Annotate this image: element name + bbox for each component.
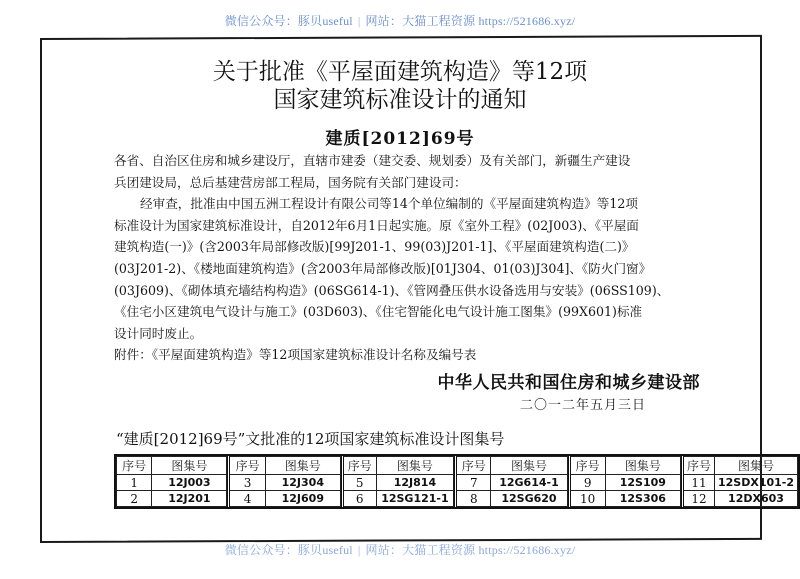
header-num: 序号 xyxy=(682,457,714,475)
cell-code: 12S109 xyxy=(605,475,680,491)
cell-code: 12DX603 xyxy=(714,491,797,507)
header-code: 图集号 xyxy=(376,457,454,475)
header-num: 序号 xyxy=(117,457,152,475)
table-row xyxy=(682,475,797,491)
cell-code: 12SG620 xyxy=(491,491,567,507)
body-line: 兵团建设局，总后基建营房部工程局，国务院有关部门建设司： xyxy=(114,174,467,190)
body-line: 建筑构造(一)》(含2003年局部修改版)[99J201-1、99(03)J201-1]、《平屋面建筑构造(二)》 xyxy=(114,239,635,255)
cell-code: 12J201 xyxy=(152,491,227,507)
cell-code: 12SG121-1 xyxy=(376,491,454,507)
cell-num: 7 xyxy=(456,475,491,491)
cell-num: 6 xyxy=(342,491,376,507)
table-group-5 xyxy=(568,456,681,507)
header-num: 序号 xyxy=(456,457,491,475)
watermark-separator: | xyxy=(357,14,361,28)
watermark-wechat: 微信公众号：豚贝useful xyxy=(224,14,353,28)
cell-num: 5 xyxy=(342,475,376,491)
issuing-authority: 中华人民共和国住房和城乡建设部 xyxy=(437,373,700,393)
table-caption: “建质[2012]69号”文批准的12项国家建筑标准设计图集号 xyxy=(116,430,505,448)
table-row xyxy=(117,491,227,507)
document-body xyxy=(114,150,734,366)
table-group-4 xyxy=(454,456,567,507)
table-group-3 xyxy=(341,456,454,507)
attachment-line: 附件：《平屋面建筑构造》等12项国家建筑标准设计名称及编号表 xyxy=(114,347,477,363)
header-code: 图集号 xyxy=(605,457,680,475)
header-num: 序号 xyxy=(569,457,605,475)
atlas-number-table xyxy=(114,454,800,509)
document-title-line1: 关于批准《平屋面建筑构造》等12项 xyxy=(212,59,588,85)
body-line: (03J609)、《砌体填充墙结构构造》(06SG614-1)、《管网叠压供水设备选用与安装》(06SS109)、 xyxy=(114,282,670,298)
header-code: 图集号 xyxy=(491,457,567,475)
table-row xyxy=(682,491,797,507)
table-row xyxy=(117,475,227,491)
body-line: 设计同时废止。 xyxy=(114,325,203,341)
header-code: 图集号 xyxy=(265,457,340,475)
watermark-site: 网站：大猫工程资源 https://521686.xyz/ xyxy=(365,14,576,28)
table-row xyxy=(456,475,567,491)
body-line: (03J201-2)、《楼地面建筑构造》(含2003年局部修改版)[01J304、01(03)J304]、《防火门窗》 xyxy=(114,260,652,276)
cell-code: 12J814 xyxy=(376,475,454,491)
table-row xyxy=(342,475,453,491)
cell-num: 4 xyxy=(229,491,265,507)
table-row xyxy=(342,491,453,507)
body-line: 各省、自治区住房和城乡建设厅，直辖市建委（建交委、规划委）及有关部门，新疆生产建设 xyxy=(114,153,631,168)
watermark-wechat: 微信公众号：豚贝useful xyxy=(224,543,353,557)
cell-num: 10 xyxy=(569,491,605,507)
cell-num: 9 xyxy=(569,475,605,491)
header-code: 图集号 xyxy=(152,457,227,475)
document-title-line2: 国家建筑标准设计的通知 xyxy=(273,87,527,113)
cell-code: 12SDX101-2 xyxy=(714,475,797,491)
cell-num: 2 xyxy=(117,491,152,507)
issue-date: 二〇一二年五月三日 xyxy=(520,398,647,413)
watermark-site: 网站：大猫工程资源 https://521686.xyz/ xyxy=(365,543,576,557)
header-num: 序号 xyxy=(342,457,376,475)
cell-num: 11 xyxy=(682,475,714,491)
table-row xyxy=(569,475,680,491)
cell-code: 12J304 xyxy=(265,475,340,491)
cell-code: 12J609 xyxy=(265,491,340,507)
cell-num: 3 xyxy=(229,475,265,491)
cell-num: 8 xyxy=(456,491,491,507)
cell-code: 12G614-1 xyxy=(491,475,567,491)
watermark-bottom xyxy=(0,541,800,558)
table-row xyxy=(229,475,340,491)
cell-num: 12 xyxy=(682,491,714,507)
cell-code: 12J003 xyxy=(152,475,227,491)
table-group-1 xyxy=(116,456,227,507)
body-line: 经审查，批准由中国五洲工程设计有限公司等14个单位编制的《平屋面建筑构造》等12项 xyxy=(140,196,639,212)
table-row xyxy=(569,491,680,507)
table-row xyxy=(229,491,340,507)
table-row xyxy=(456,491,567,507)
header-num: 序号 xyxy=(229,457,265,475)
document-number: 建质[2012]69号 xyxy=(325,129,475,149)
watermark-separator: | xyxy=(357,543,361,557)
header-code: 图集号 xyxy=(714,457,797,475)
body-line: 标准设计为国家建筑标准设计，自2012年6月1日起实施。原《室外工程》(02J003)、《平屋面 xyxy=(114,217,639,233)
watermark-top xyxy=(0,12,800,29)
cell-num: 1 xyxy=(117,475,152,491)
body-line: 《住宅小区建筑电气设计与施工》(03D603)、《住宅智能化电气设计施工图集》(99X601)标准 xyxy=(114,304,643,320)
table-group-2 xyxy=(227,456,340,507)
cell-code: 12S306 xyxy=(605,491,680,507)
table-group-6 xyxy=(681,456,798,507)
